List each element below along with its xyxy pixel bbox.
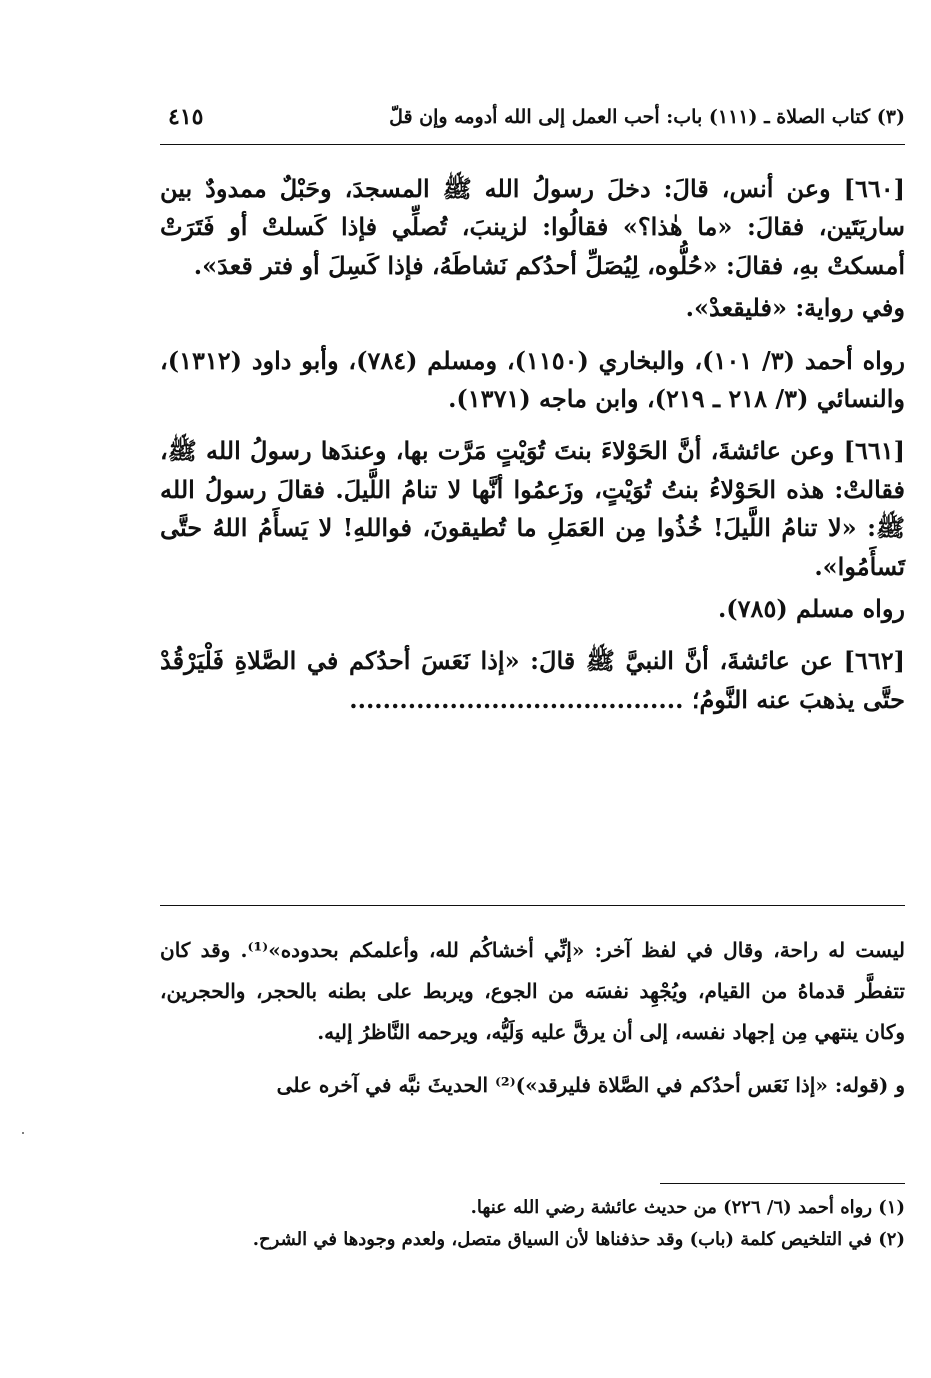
hadith-660-variant: وفي رواية: «فليقعدْ». <box>685 293 905 323</box>
hadith-660-text: [٦٦٠] وعن أنس، قالَ: دخلَ رسولُ الله ﷺ المسجدَ، وحَبْلٌ ممدودٌ بين ساريَتَين، فقالَ: «ما هٰذا؟» فقالُوا: لزينبَ، تُصلِّي فإذا كَسلتْ أو فَتَرَتْ أمسكتْ بهِ، فقالَ: «حُلُّوه، لِيُصَلِّ أحدُكم نَشاطَهُ، فإذا كَسِلَ أو فتر قعدَ». <box>160 174 905 280</box>
commentary-paragraph-2: و (قوله: «إذا نَعَس أحدُكم في الصَّلاة فليرقد»)⁽²⁾ الحديثَ نبَّه في آخره على <box>276 1073 905 1097</box>
footnotes <box>160 1192 905 1255</box>
hadith-662-text <box>160 642 905 719</box>
hadith-662-body: [٦٦٢] عن عائشةَ، أنَّ النبيَّ ﷺ قالَ: «إذا نَعَسَ أحدُكم في الصَّلاةِ فَلْيَرْقُدْ حتَّى يذهبَ عنه النَّومُ؛ <box>160 646 905 714</box>
hadith-661-source: رواه مسلم (٧٨٥). <box>717 593 905 623</box>
chapter-title: (٣) كتاب الصلاة ـ (١١١) باب: أحب العمل إلى الله أدومه وإن قلّ <box>389 106 905 128</box>
page-number: ٤١٥ <box>168 104 204 130</box>
footnote-1: (١) رواه أحمد (٦/ ٢٢٦) من حديث عائشة رضي الله عنها. <box>470 1197 905 1218</box>
hadith-660-source: رواه أحمد (٣/ ١٠١)، والبخاري (١١٥٠)، ومسلم (٧٨٤)، وأبو داود (١٣١٢)، والنسائي (٣/ ٢١٨ ـ ٢١٩)، وابن ماجه (١٣٧١). <box>160 345 905 413</box>
commentary-divider <box>160 905 905 906</box>
commentary-paragraph-1: ليست له راحة، وقال في لفظ آخر: «إنِّي أخشاكُم لله، وأعلمكم بحدوده»⁽¹⁾. وقد كان تتفطَّر قدماهُ من القيام، ويُجْهِد نفسَه من الجوع، ويربط على بطنه بالحجر، والحجرين، وكان ينتهي مِن إجهاد نفسه، إلى أن يرقَّ عليه وَلَيُّه، ويرحمه النَّاظرُ إليه. <box>160 938 905 1044</box>
footnote-2: (٢) في التلخيص كلمة (باب) وقد حذفناها لأن السياق متصل، ولعدم وجودها في الشرح. <box>252 1228 905 1250</box>
ellipsis-dots: ........................................ <box>349 684 684 714</box>
running-header <box>160 100 905 140</box>
header-divider <box>160 144 905 145</box>
hadith-661-text: [٦٦١] وعن عائشةَ، أنَّ الحَوْلاءَ بنتَ تُوَيْتٍ مَرَّت بها، وعندَها رسولُ الله ﷺ، فقالتْ: هذه الحَوْلاءُ بنتُ تُوَيْتٍ، وزَعمُوا أنَّها لا تنامُ اللَّيلَ. فقالَ رسولُ الله ﷺ: «لا تنامُ اللَّيلَ! خُذُوا مِن العَمَلِ ما تُطيقونَ، فواللهِ! لا يَسأَمُ اللهُ حتَّى تَسأَمُوا». <box>160 436 905 581</box>
scan-speck <box>22 1132 24 1134</box>
footnote-divider <box>660 1183 905 1184</box>
commentary-block <box>160 930 905 1106</box>
main-text <box>160 170 905 723</box>
